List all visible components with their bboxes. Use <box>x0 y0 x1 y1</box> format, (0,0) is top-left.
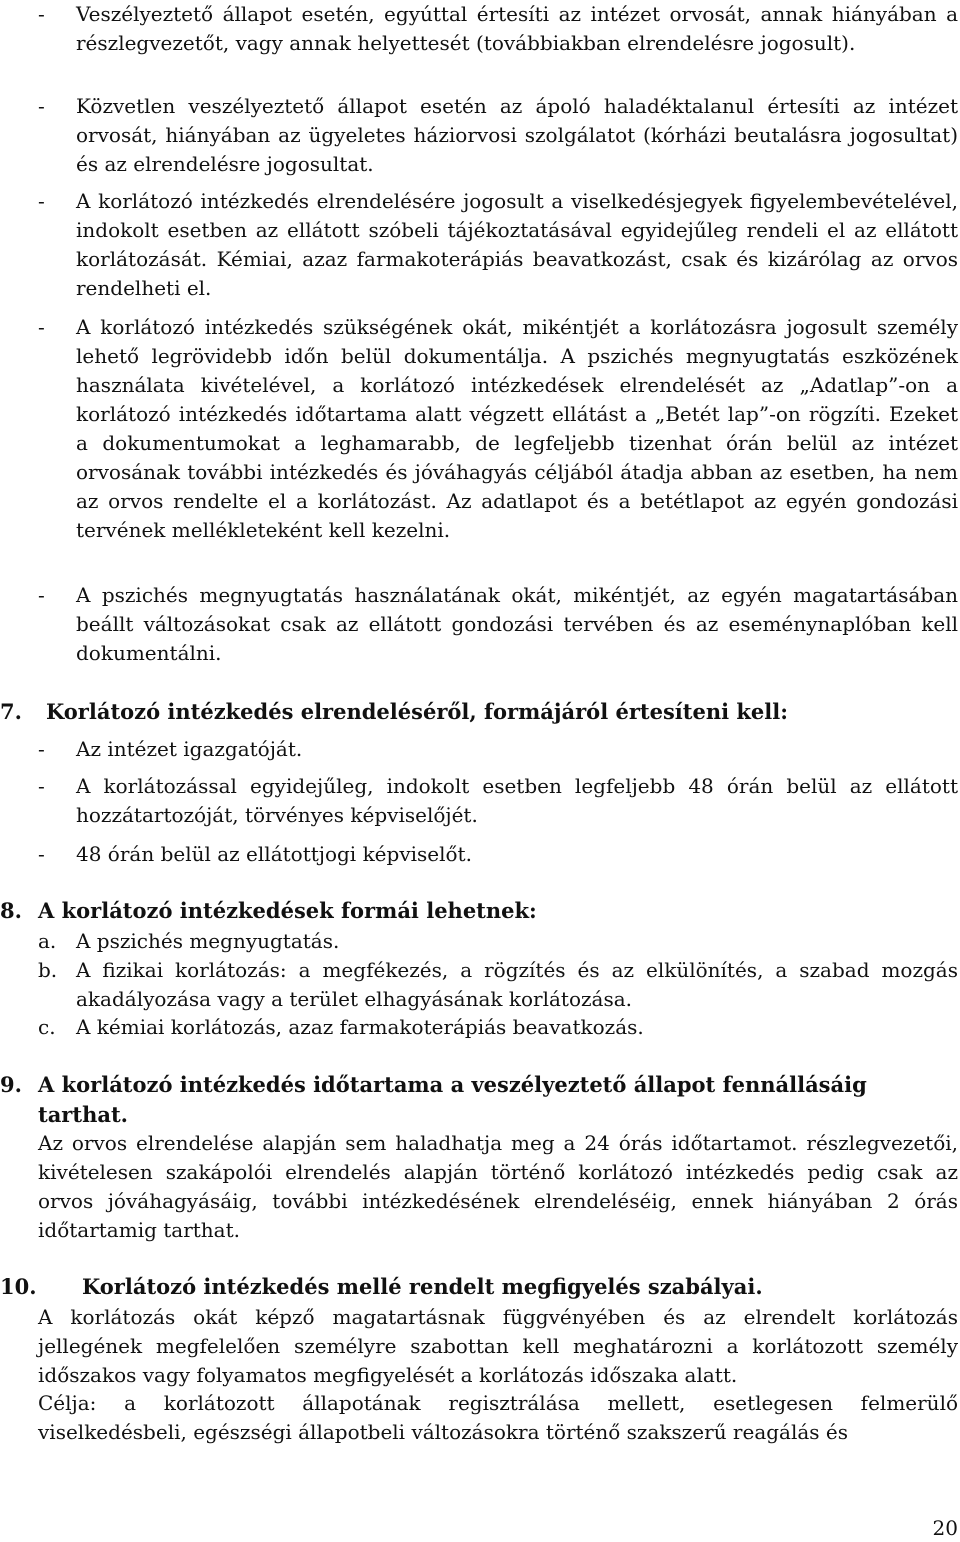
list-item-text: A pszichés megnyugtatás használatának okát, mikéntjét, az egyén magatartásában beállt változásokat csak az ellátott gondozási tervében és az eseménynaplóban kell dokumentálni. <box>76 583 958 665</box>
list-item-text: A korlátozással egyidejűleg, indokolt esetben legfeljebb 48 órán belül az ellátott hozzátartozóját, törvényes képviselőjét. <box>76 774 958 827</box>
bullet-dash: - <box>38 315 45 339</box>
list-item <box>0 840 960 869</box>
section-number: 7. <box>0 699 22 724</box>
list-item <box>0 735 960 764</box>
list-item <box>0 92 960 179</box>
section-heading-10 <box>0 1272 960 1302</box>
list-item <box>0 581 960 668</box>
section-title: A korlátozó intézkedések formái lehetnek: <box>38 898 537 923</box>
section-body: Célja: a korlátozott állapotának regisztrálása mellett, esetlegesen felmerülő viselkedésbeli, egészségi állapotbeli változásokra történő szakszerű reagálás és <box>38 1391 958 1444</box>
list-item-text: Az intézet igazgatóját. <box>76 737 303 761</box>
bullet-dash: - <box>38 774 45 798</box>
list-item-text: 48 órán belül az ellátottjogi képviselőt. <box>76 842 472 866</box>
list-letter: a. <box>38 929 57 953</box>
bullet-dash: - <box>38 2 45 26</box>
bullet-dash: - <box>38 583 45 607</box>
list-item <box>0 0 960 58</box>
bullet-dash: - <box>38 189 45 213</box>
list-item-text: A kémiai korlátozás, azaz farmakoterápiás beavatkozás. <box>76 1015 644 1039</box>
section-heading-9 <box>0 1070 960 1130</box>
section-heading-8 <box>0 896 960 926</box>
section-body: Az orvos elrendelése alapján sem haladhatja meg a 24 órás időtartamot. részlegvezetői, kivételesen szakápolói elrendelés alapján történő korlátozó intézkedés pedig csak az orvos jóváhagyásáig, további intézkedésének elrendeléséig, ennek hiányában 2 órás időtartamig tarthat. <box>38 1131 958 1242</box>
list-letter: b. <box>38 958 58 982</box>
bullet-dash: - <box>38 737 45 761</box>
list-letter: c. <box>38 1015 56 1039</box>
list-item-text: Közvetlen veszélyeztető állapot esetén az ápoló haladéktalanul értesíti az intézet orvosát, hiányában az ügyeletes háziorvosi szolgálatot (kórházi beutalásra jogosultat) és az elrendelésre jogosultat. <box>76 94 958 176</box>
list-item-text: A korlátozó intézkedés elrendelésére jogosult a viselkedésjegyek figyelembevételével, indokolt esetben az ellátott szóbeli tájékoztatásával egyidejűleg rendeli el az ellátott korlátozását. Kémiai, azaz farmakoterápiás beavatkozást, csak és kizárólag az orvos rendelheti el. <box>76 189 958 300</box>
section-body: A korlátozás okát képző magatartásnak függvényében és az elrendelt korlátozás jellegének megfelelően személyre szabottan kell meghatározni a korlátozott személy időszakos vagy folyamatos megfigyelését a korlátozás időszaka alatt. <box>38 1305 958 1387</box>
list-item <box>0 772 960 830</box>
list-item-text: A korlátozó intézkedés szükségének okát, mikéntjét a korlátozásra jogosult személy lehető legrövidebb időn belül dokumentálja. A pszichés megnyugtatás eszközének használata kivételével, a korlátozó intézkedések elrendelését az „Adatlap”-on a korlátozó intézkedés időtartama alatt végzett ellátást a „Betét lap”-on rögzíti. Ezeket a dokumentumokat a leghamarabb, de legfeljebb tizenhat órán belül az intézet orvosának további intézkedés és jóváhagyás céljából átadja abban az esetben, ha nem az orvos rendelte el a korlátozást. Az adatlapot és a betétlapot az egyén gondozási tervének mellékleteként kell kezelni. <box>76 315 958 542</box>
list-item-text: A fizikai korlátozás: a megfékezés, a rögzítés és az elkülönítés, a szabad mozgás akadályozása vagy a terület elhagyásának korlátozása. <box>76 958 958 1011</box>
list-item <box>0 1013 960 1042</box>
list-item <box>0 956 960 1014</box>
list-item-text: A pszichés megnyugtatás. <box>76 929 340 953</box>
list-item <box>0 927 960 956</box>
list-item <box>0 313 960 545</box>
list-item-text: Veszélyeztető állapot esetén, egyúttal értesíti az intézet orvosát, annak hiányában a részlegvezetőt, vagy annak helyettesét (továbbiakban elrendelésre jogosult). <box>76 2 958 55</box>
section-heading-7 <box>0 697 960 727</box>
section-title: Korlátozó intézkedés mellé rendelt megfigyelés szabályai. <box>82 1274 763 1299</box>
list-item <box>0 187 960 303</box>
section-number: 9. <box>0 1072 22 1097</box>
section-title: A korlátozó intézkedés időtartama a veszélyeztető állapot fennállásáig tarthat. <box>38 1072 867 1127</box>
section-number: 10. <box>0 1274 37 1299</box>
section-title: Korlátozó intézkedés elrendeléséről, formájáról értesíteni kell: <box>46 699 789 724</box>
section-number: 8. <box>0 898 22 923</box>
page-number: 20 <box>932 1516 958 1540</box>
bullet-dash: - <box>38 842 45 866</box>
bullet-dash: - <box>38 94 45 118</box>
